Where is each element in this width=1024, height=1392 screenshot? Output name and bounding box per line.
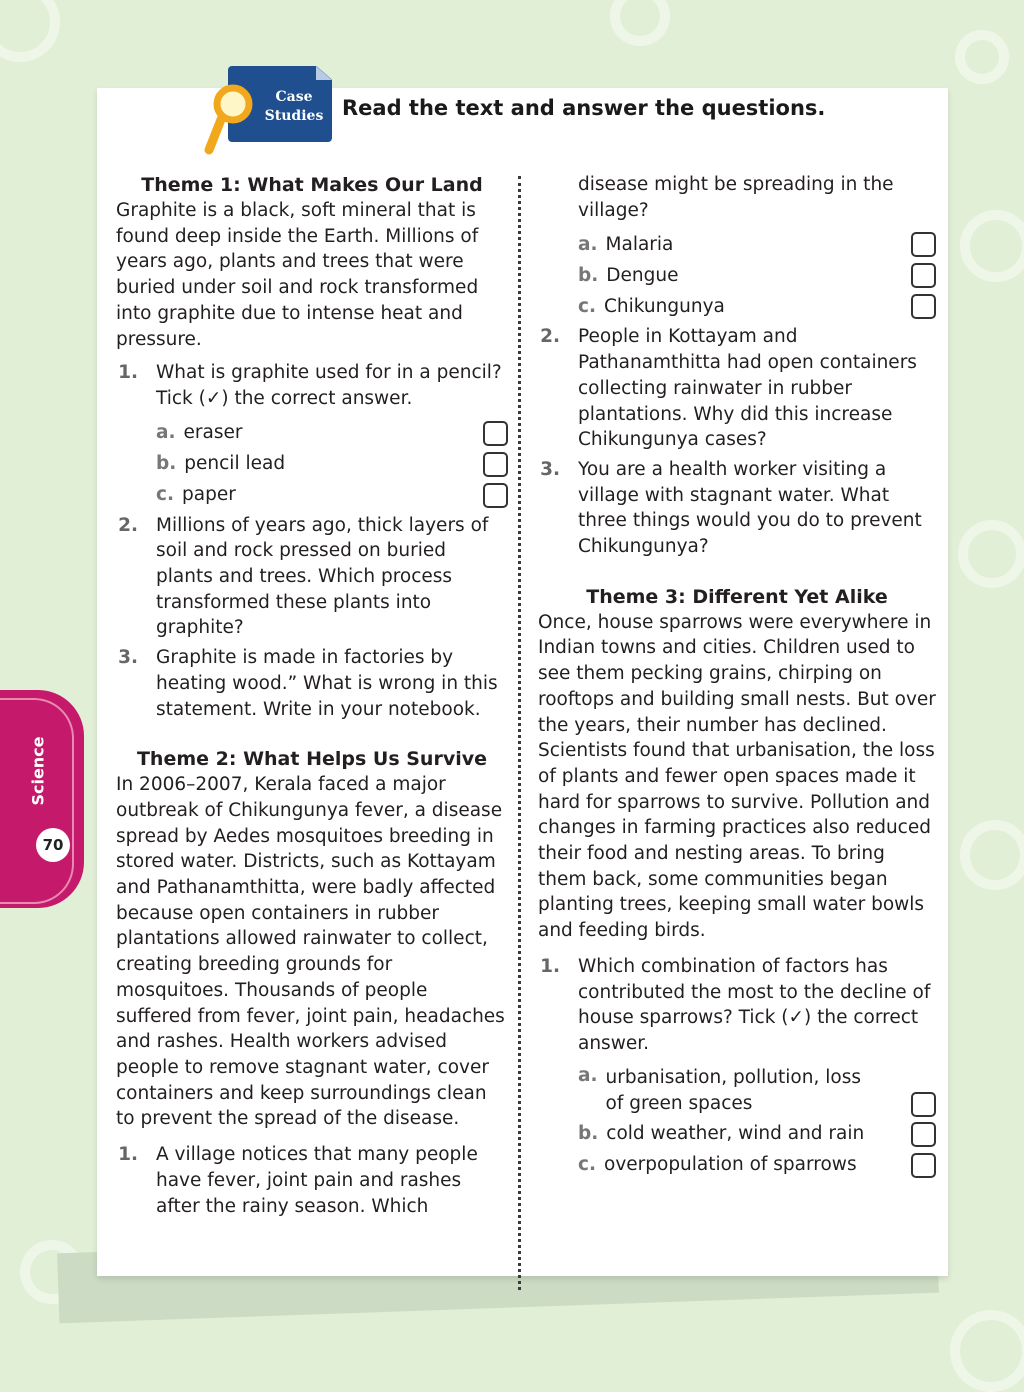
option-text: Malaria <box>605 234 674 256</box>
option-row <box>538 1150 936 1181</box>
option-text: paper <box>182 484 236 506</box>
background-swirl <box>955 30 1009 84</box>
option-letter: a. <box>156 422 176 444</box>
option-row <box>116 418 508 449</box>
tick-checkbox[interactable] <box>483 452 508 477</box>
option-letter: b. <box>578 265 599 287</box>
option-text: urbanisation, pollution, loss of green spaces <box>605 1067 861 1114</box>
tick-checkbox[interactable] <box>911 232 936 257</box>
background-swirl <box>958 520 1024 588</box>
option-text: Dengue <box>606 265 679 287</box>
theme-3-question-1 <box>538 954 936 1057</box>
option-row <box>538 229 936 260</box>
option-row <box>116 449 508 480</box>
theme-2-passage: In 2006–2007, Kerala faced a major outbreak of Chikungunya fever, a disease spread by Aedes mosquitoes breeding in stored water. Districts, such as Kottayam and Pathanamthitta, were badly affected because open containers in rubber plantations allowed rainwater to collect, creating breeding grounds for mosquitoes. Thousands of people suffered from fever, joint pain, headaches and rashes. Health workers advised people to remove stagnant water, cover containers and keep surroundings clean to prevent the spread of the disease. <box>116 774 505 1130</box>
option-row <box>538 260 936 291</box>
instruction-heading: Read the text and answer the questions. <box>342 96 826 120</box>
question-number: 3. <box>118 647 138 669</box>
question-number: 2. <box>118 514 138 536</box>
option-letter: c. <box>578 1154 596 1176</box>
page-number: 70 <box>36 828 70 862</box>
badge-line-2: Studies <box>264 108 324 124</box>
question-text: What is graphite used for in a pencil? <box>156 362 502 384</box>
theme-3-passage: Once, house sparrows were everywhere in Indian towns and cities. Children used to see them pecking grains, chirping on rooftops and building small nests. But over the years, their number has declined. Scientists found that urbanisation, the loss of plants and fewer open spaces made it hard for sparrows to survive. Pollution and changes in farming practices also reduced their food and nesting areas. To bring them back, some communities began planting trees, keeping small water bowls and feeding birds. <box>538 611 936 942</box>
question-instruction: Tick (✓) the correct answer. <box>156 387 413 409</box>
theme-2-question-2 <box>538 324 936 453</box>
option-letter: c. <box>156 484 174 506</box>
background-swirl <box>960 210 1024 282</box>
badge-corner-fold <box>316 66 332 80</box>
theme-1-question-3 <box>116 645 508 722</box>
theme-2-question-3 <box>538 457 936 560</box>
question-text: People in Kottayam and Pathanamthitta had open containers collecting rainwater in rubber plantations. Why did this increase Chikungunya cases? <box>578 326 917 451</box>
option-text: Chikungunya <box>604 296 725 318</box>
tick-checkbox[interactable] <box>911 1122 936 1147</box>
question-number: 1. <box>118 362 138 384</box>
theme-1-question-1 <box>116 360 508 411</box>
question-text-part-2: disease might be spreading in the village? <box>578 174 894 221</box>
option-text: pencil lead <box>184 453 286 475</box>
option-letter: b. <box>578 1123 599 1145</box>
option-letter: b. <box>156 453 177 475</box>
theme-1-question-2 <box>116 513 508 642</box>
magnifier-icon <box>203 84 255 158</box>
badge-line-1: Case <box>275 89 313 105</box>
question-text: Millions of years ago, thick layers of soil and rock pressed on buried plants and trees. Which process transformed these plants into graphite? <box>156 514 489 639</box>
option-row <box>116 480 508 511</box>
right-column <box>538 172 936 1181</box>
theme-2-title: Theme 2: What Helps Us Survive <box>136 748 488 771</box>
theme-2-question-1 <box>116 1142 508 1219</box>
option-text: cold weather, wind and rain <box>606 1123 865 1145</box>
option-letter: c. <box>578 296 596 318</box>
question-text-part-1: A village notices that many people have fever, joint pain and rashes after the rainy season. Which <box>156 1144 478 1217</box>
subject-label: Science <box>28 736 48 806</box>
tick-checkbox[interactable] <box>911 1092 936 1117</box>
question-number: 1. <box>540 955 560 977</box>
option-letter: a. <box>578 1064 598 1086</box>
question-number: 1. <box>118 1144 138 1166</box>
option-text: overpopulation of sparrows <box>604 1154 857 1176</box>
question-text: Graphite is made in factories by heating wood.” What is wrong in this statement. Write in your notebook. <box>156 647 498 720</box>
theme-1-passage: Graphite is a black, soft mineral that is found deep inside the Earth. Millions of years ago, plants and trees that were buried under soil and rock transformed into graphite due to intense heat and pressure. <box>116 200 479 350</box>
background-swirl <box>610 0 670 46</box>
background-swirl <box>950 1310 1024 1392</box>
question-text: You are a health worker visiting a village with stagnant water. What three things would you do to prevent Chikungunya? <box>578 458 922 558</box>
left-column <box>116 172 508 1219</box>
tick-checkbox[interactable] <box>483 421 508 446</box>
theme-1-title: Theme 1: What Makes Our Land <box>141 174 483 196</box>
background-swirl <box>0 0 60 62</box>
option-row <box>538 291 936 322</box>
option-row <box>538 1063 936 1119</box>
tick-checkbox[interactable] <box>911 263 936 288</box>
case-studies-label <box>262 88 326 126</box>
option-text: eraser <box>183 422 243 444</box>
question-text: Which combination of factors has contributed the most to the decline of house sparrows? Tick (✓) the correct answer. <box>578 955 931 1054</box>
tick-checkbox[interactable] <box>483 483 508 508</box>
option-letter: a. <box>578 234 598 256</box>
question-number: 3. <box>540 458 560 480</box>
column-divider <box>518 176 521 1290</box>
question-number: 2. <box>540 326 560 348</box>
tick-checkbox[interactable] <box>911 1153 936 1178</box>
tick-checkbox[interactable] <box>911 294 936 319</box>
theme-3-title: Theme 3: Different Yet Alike <box>586 585 888 608</box>
background-swirl <box>960 820 1024 890</box>
option-row <box>538 1119 936 1150</box>
